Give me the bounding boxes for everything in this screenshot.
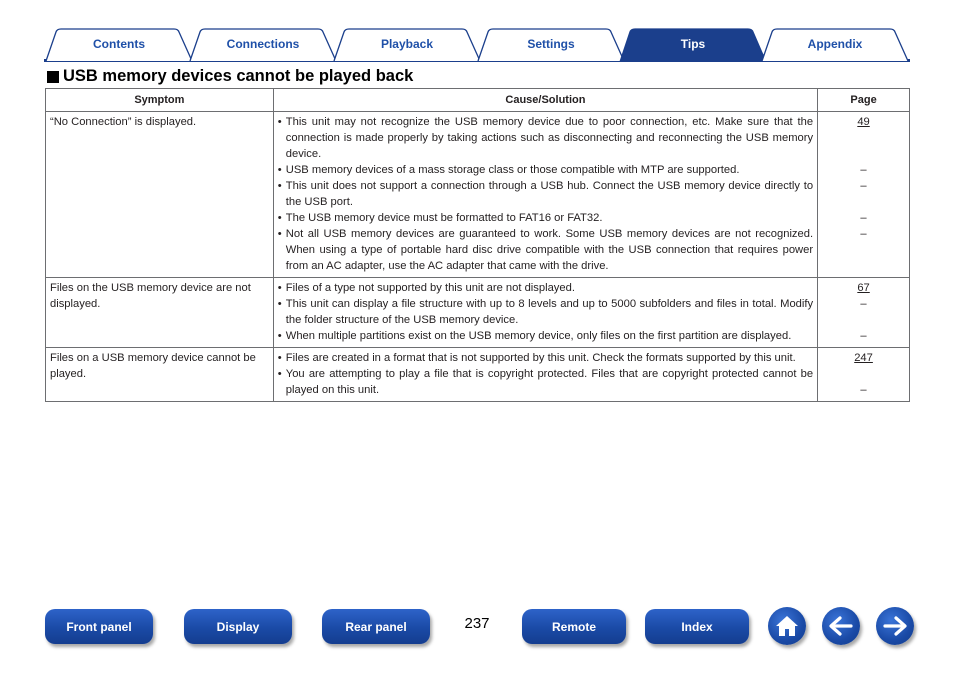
symptom-cell: Files on a USB memory device cannot be played. [46, 348, 274, 402]
tab-playback[interactable] [332, 28, 482, 60]
tab-contents[interactable] [44, 28, 194, 60]
table-row [46, 112, 910, 278]
arrow-right-icon [882, 616, 908, 636]
table-row [46, 348, 910, 402]
front-panel-button[interactable] [45, 609, 153, 644]
header-cause: Cause/Solution [273, 89, 817, 112]
remote-label: Remote [551, 619, 596, 634]
troubleshooting-table [45, 88, 910, 402]
cause-item: • Files of a type not supported by this unit are not displayed. [277, 282, 575, 294]
home-icon [774, 614, 800, 638]
rear-panel-button[interactable] [322, 609, 430, 644]
symptom-cell: “No Connection” is displayed. [46, 112, 274, 278]
cause-item: • Files are created in a format that is not supported by this unit. Check the formats supported by this unit. [277, 352, 796, 364]
header-page: Page [818, 89, 910, 112]
index-label: Index [681, 619, 713, 634]
page-link[interactable]: 247 [854, 352, 873, 364]
cause-item: • This unit may not recognize the USB memory device due to poor connection, etc. Make sure that the connection is made properly by taking actions such as disconnecting and reconnecting the USB memory device. [277, 116, 814, 160]
table-row [46, 278, 910, 348]
table-header-row [46, 89, 910, 112]
tab-label: Appendix [807, 37, 863, 51]
display-label: Display [216, 619, 260, 634]
cause-item: • USB memory devices of a mass storage class or those compatible with MTP are supported. [277, 164, 740, 176]
page-cell [818, 278, 910, 348]
page-ref: – [860, 180, 867, 192]
cause-item: • Not all USB memory devices are guaranteed to work. Some USB memory devices are not recognized. When using a type of portable hard disc drive compatible with the USB connection that requires power from an AC adapter, use the AC adapter that came with the drive. [277, 228, 814, 272]
front-panel-label: Front panel [66, 619, 132, 634]
index-button[interactable] [645, 609, 749, 644]
section-heading [47, 67, 413, 86]
cause-item: • This unit does not support a connection through a USB hub. Connect the USB memory device directly to the USB port. [277, 180, 814, 208]
forward-button[interactable] [876, 607, 914, 645]
page-ref: – [860, 298, 867, 310]
tab-settings[interactable] [476, 28, 626, 60]
tab-label: Contents [93, 37, 145, 51]
cause-cell [273, 348, 817, 402]
page-ref: – [860, 212, 867, 224]
cause-cell [273, 278, 817, 348]
remote-button[interactable] [522, 609, 626, 644]
cause-item: • You are attempting to play a file that is copyright protected. Files that are copyright protected cannot be played on this unit. [277, 368, 814, 396]
rear-panel-label: Rear panel [345, 619, 407, 634]
header-symptom: Symptom [46, 89, 274, 112]
cause-item: • This unit can display a file structure with up to 8 levels and up to 5000 subfolders and files in total. Modify the folder structure of the USB memory device. [277, 298, 814, 326]
page-cell [818, 348, 910, 402]
cause-item: • The USB memory device must be formatted to FAT16 or FAT32. [277, 212, 603, 224]
section-heading-text: USB memory devices cannot be played back [63, 67, 414, 85]
page-ref: – [860, 228, 867, 240]
tab-appendix[interactable] [760, 28, 910, 60]
symptom-cell: Files on the USB memory device are not displayed. [46, 278, 274, 348]
page-ref: – [860, 330, 867, 342]
square-bullet-icon [47, 71, 59, 83]
back-button[interactable] [822, 607, 860, 645]
tab-label: Tips [680, 37, 706, 51]
top-tabs [44, 26, 910, 62]
page-number: 237 [464, 615, 490, 632]
page-cell [818, 112, 910, 278]
page-ref: – [860, 384, 867, 396]
display-button[interactable] [184, 609, 292, 644]
tab-tips[interactable] [618, 28, 768, 60]
cause-cell [273, 112, 817, 278]
home-button[interactable] [768, 607, 806, 645]
cause-item: • When multiple partitions exist on the USB memory device, only files on the first partition are displayed. [277, 330, 792, 342]
page-ref: – [860, 164, 867, 176]
page-link[interactable]: 49 [857, 116, 870, 128]
tab-label: Connections [226, 37, 300, 51]
tab-label: Settings [527, 37, 575, 51]
arrow-left-icon [828, 616, 854, 636]
tab-connections[interactable] [188, 28, 338, 60]
page-link[interactable]: 67 [857, 282, 870, 294]
tab-label: Playback [380, 37, 434, 51]
